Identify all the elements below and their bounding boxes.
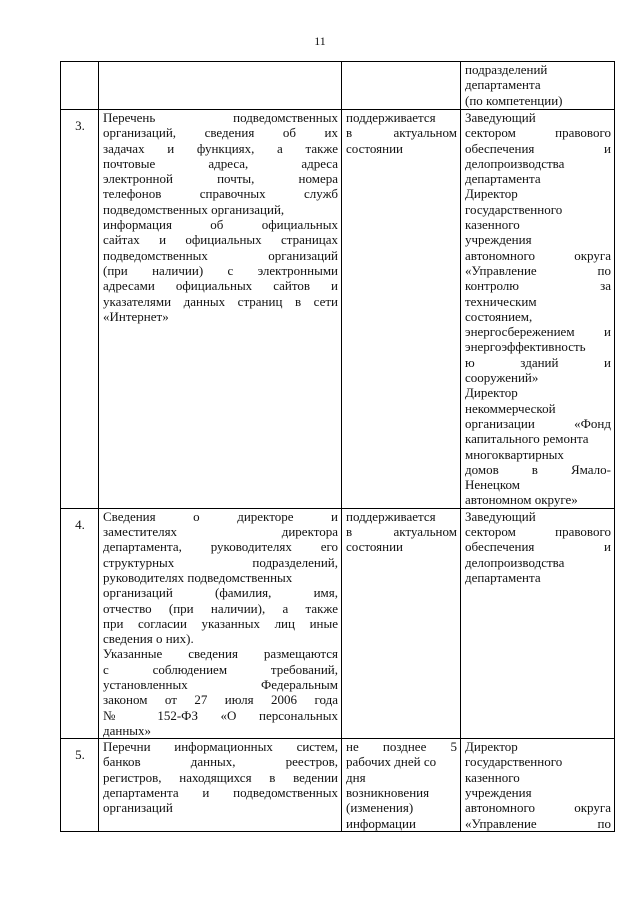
text-line: (при наличии) с электронными bbox=[103, 262, 338, 278]
text-line: руководителях подведомственных bbox=[103, 569, 293, 585]
text-line: рабочих дней со bbox=[346, 754, 437, 770]
text-line: автономного округа bbox=[465, 800, 611, 816]
text-line: данных» bbox=[103, 722, 152, 738]
text-line: заместителях директора bbox=[103, 524, 338, 540]
text-line: при согласии указанных лиц иные bbox=[103, 615, 338, 631]
text-line: казенного bbox=[465, 769, 520, 785]
text-line: делопроизводства bbox=[465, 155, 565, 171]
row-term-cell bbox=[342, 110, 461, 509]
row-number-cell bbox=[61, 62, 99, 110]
text-line: казенного bbox=[465, 217, 520, 233]
text-line: поддерживается bbox=[346, 110, 436, 125]
text-line: организаций bbox=[103, 800, 173, 816]
text-line: Указанные сведения размещаются bbox=[103, 646, 338, 662]
text-line: отчество (при наличии), а также bbox=[103, 600, 338, 616]
text-line: учреждения bbox=[465, 785, 532, 801]
text-line: регистров, находящихся в ведении bbox=[103, 769, 338, 785]
text-line: сайтах и официальных страницах bbox=[103, 232, 338, 248]
row-description-cell bbox=[99, 508, 342, 738]
text-line: государственного bbox=[465, 754, 563, 770]
text-line: обеспечения и bbox=[465, 140, 611, 156]
text-line: состоянии bbox=[346, 140, 403, 156]
text-line: энергосбережением и bbox=[465, 324, 611, 340]
row-description-cell bbox=[99, 62, 342, 110]
text-line: многоквартирных bbox=[465, 446, 564, 462]
row-responsible-cell bbox=[461, 508, 615, 738]
text-line: департамента и подведомственных bbox=[103, 785, 338, 801]
text-line: организации «Фонд bbox=[465, 415, 611, 431]
text-line: в актуальном bbox=[346, 524, 457, 540]
text-line: контролю за bbox=[465, 278, 611, 294]
text-line: обеспечения и bbox=[465, 539, 611, 555]
text-line: учреждения bbox=[465, 232, 532, 248]
row-description-cell bbox=[99, 739, 342, 832]
row-number-cell: 3. bbox=[61, 110, 99, 509]
row-responsible-cell bbox=[461, 739, 615, 832]
text-line: установленных Федеральным bbox=[103, 676, 338, 692]
row-responsible-cell bbox=[461, 110, 615, 509]
row-description-cell bbox=[99, 110, 342, 509]
text-line: указателями данных страниц в сети bbox=[103, 293, 338, 309]
text-line: «Управление по bbox=[465, 262, 611, 278]
text-line: структурных подразделений, bbox=[103, 554, 338, 570]
text-line: состоянием, bbox=[465, 308, 533, 324]
text-line: (изменения) bbox=[346, 800, 414, 816]
row-number-cell: 5. bbox=[61, 739, 99, 832]
text-line: почтовые адреса, адреса bbox=[103, 155, 338, 171]
text-line: № 152-ФЗ «О персональных bbox=[103, 707, 338, 723]
text-line: состоянии bbox=[346, 539, 403, 555]
text-line: информация об официальных bbox=[103, 217, 338, 233]
text-line: законом от 27 июля 2006 года bbox=[103, 692, 338, 708]
text-line: дня bbox=[346, 769, 366, 785]
text-line: в актуальном bbox=[346, 125, 457, 141]
text-line: Сведения о директоре и bbox=[103, 508, 338, 524]
text-line: сектором правового bbox=[465, 125, 611, 141]
table-row bbox=[61, 739, 615, 832]
text-line: телефонов справочных служб bbox=[103, 186, 338, 202]
text-line: подразделений bbox=[465, 62, 548, 77]
text-line: Перечни информационных систем, bbox=[103, 739, 338, 755]
text-line: (по компетенции) bbox=[465, 92, 563, 108]
row-term-cell bbox=[342, 62, 461, 110]
text-line: адресами официальных сайтов и bbox=[103, 278, 338, 294]
text-line: домов в Ямало- bbox=[465, 461, 611, 477]
text-line: с соблюдением требований, bbox=[103, 661, 338, 677]
row-number-cell: 4. bbox=[61, 508, 99, 738]
text-line: делопроизводства bbox=[465, 554, 565, 570]
text-line: департамента bbox=[465, 569, 541, 585]
row-term-cell bbox=[342, 508, 461, 738]
table-row bbox=[61, 62, 615, 110]
text-line: сведения о них). bbox=[103, 631, 194, 647]
text-line: департамента bbox=[465, 171, 541, 187]
text-line: Ненецком bbox=[465, 477, 520, 493]
text-line: банков данных, реестров, bbox=[103, 754, 338, 770]
text-line: энергоэффективность bbox=[465, 339, 586, 355]
text-line: поддерживается bbox=[346, 508, 436, 524]
text-line: сооружений» bbox=[465, 370, 539, 386]
text-line: «Управление по bbox=[465, 815, 611, 831]
text-line: государственного bbox=[465, 201, 563, 217]
text-line: техническим bbox=[465, 293, 537, 309]
text-line: автономного округа bbox=[465, 247, 611, 263]
text-line: ю зданий и bbox=[465, 354, 611, 370]
text-line: «Интернет» bbox=[103, 308, 169, 324]
text-line: не позднее 5 bbox=[346, 739, 457, 755]
text-line: задачах и функциях, а также bbox=[103, 140, 338, 156]
text-line: некоммерческой bbox=[465, 400, 556, 416]
table-row bbox=[61, 110, 615, 509]
text-line: Директор bbox=[465, 186, 518, 202]
text-line: департамента bbox=[465, 77, 541, 93]
text-line: Заведующий bbox=[465, 508, 536, 524]
text-line: капитального ремонта bbox=[465, 431, 589, 447]
text-line: подведомственных организаций bbox=[103, 247, 338, 263]
row-term-cell bbox=[342, 739, 461, 832]
text-line: информации bbox=[346, 815, 416, 831]
text-line: организаций, сведения об их bbox=[103, 125, 338, 141]
text-line: Заведующий bbox=[465, 110, 536, 125]
text-line: Перечень подведомственных bbox=[103, 110, 338, 125]
text-line: электронной почты, номера bbox=[103, 171, 338, 187]
text-line: департамента, руководителях его bbox=[103, 539, 338, 555]
text-line: подведомственных организаций, bbox=[103, 201, 285, 217]
text-line: Директор bbox=[465, 385, 518, 401]
document-table bbox=[60, 61, 615, 832]
page-number: 11 bbox=[314, 34, 326, 48]
text-line: сектором правового bbox=[465, 524, 611, 540]
table-row bbox=[61, 508, 615, 738]
text-line: Директор bbox=[465, 739, 518, 755]
text-line: организаций (фамилия, имя, bbox=[103, 585, 338, 601]
row-responsible-cell bbox=[461, 62, 615, 110]
text-line: автономном округе» bbox=[465, 492, 578, 508]
text-line: возникновения bbox=[346, 785, 430, 801]
